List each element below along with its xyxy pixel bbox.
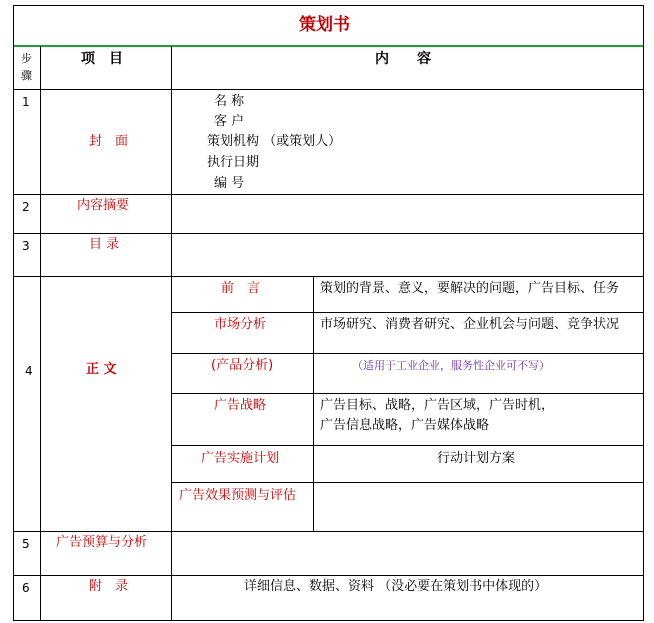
row-item-label: 封 面 xyxy=(89,134,129,149)
subrow-label: 广告效果预测与评估 xyxy=(179,488,297,503)
cover-line-date: 执行日期 xyxy=(207,155,260,170)
subrow-line-2 xyxy=(171,353,644,354)
row-item-label: 目 录 xyxy=(89,237,120,252)
table-border-bottom xyxy=(13,620,644,621)
row-content: 详细信息、数据、资料 （没必要在策划书中体现的） xyxy=(244,579,548,594)
subrow-content: 行动计划方案 xyxy=(437,451,516,466)
table-border-left xyxy=(13,5,14,621)
row-item-label: 附 录 xyxy=(89,579,129,594)
subrow-content: 策划的背景、意义，要解决的问题，广告目标、任务 xyxy=(320,281,620,296)
row-line-1 xyxy=(13,194,644,195)
subrow-content: （适用于工业企业，服务性企业可不写） xyxy=(352,359,550,372)
row-number: 4 xyxy=(25,364,33,378)
header-item: 项 目 xyxy=(81,51,123,67)
header-step-2: 骤 xyxy=(21,69,32,82)
subrow-label: 前 言 xyxy=(221,281,261,296)
row-line-5 xyxy=(13,575,644,576)
row-line-header xyxy=(13,89,644,90)
cover-line-name: 名 称 xyxy=(214,94,245,109)
subrow-line-3 xyxy=(171,393,644,394)
row-number: 5 xyxy=(22,537,30,551)
subrow-label: 广告战略 xyxy=(214,398,267,413)
cover-line-number: 编 号 xyxy=(214,176,245,191)
cover-line-agency: 策划机构 （或策划人） xyxy=(207,134,342,149)
row-item-label: 正 文 xyxy=(86,362,117,377)
row-number: 6 xyxy=(22,581,30,595)
row-number: 2 xyxy=(22,200,30,214)
row-number: 3 xyxy=(22,239,30,253)
table-border-top xyxy=(13,5,644,6)
row-line-3 xyxy=(13,276,644,277)
row-number: 1 xyxy=(22,95,30,109)
title-rule xyxy=(13,45,644,47)
subrow-label: 广告实施计划 xyxy=(201,451,280,466)
header-step-1: 步 xyxy=(21,52,32,65)
subrow-content-line: 广告信息战略，广告媒体战略 xyxy=(320,418,490,433)
table-border-right xyxy=(643,5,644,621)
col-divider-sub xyxy=(313,276,314,531)
subrow-content-line: 广告目标、战略，广告区域，广告时机， xyxy=(320,398,555,413)
subrow-line-1 xyxy=(171,312,644,313)
header-content: 内 容 xyxy=(375,51,431,67)
row-item-label: 内容摘要 xyxy=(77,198,130,213)
document-title: 策划书 xyxy=(299,15,350,35)
subrow-line-5 xyxy=(171,482,644,483)
row-item-label: 广告预算与分析 xyxy=(56,535,148,550)
subrow-label: 市场分析 xyxy=(214,317,267,332)
cover-line-client: 客 户 xyxy=(214,114,245,129)
subrow-content: 市场研究、消费者研究、企业机会与问题、竞争状况 xyxy=(320,317,620,332)
subrow-label: (产品分析) xyxy=(211,358,274,373)
row-line-4 xyxy=(13,531,644,532)
col-divider-step xyxy=(40,46,41,621)
subrow-line-4 xyxy=(171,445,644,446)
col-divider-item xyxy=(171,46,172,621)
row-line-2 xyxy=(13,233,644,234)
